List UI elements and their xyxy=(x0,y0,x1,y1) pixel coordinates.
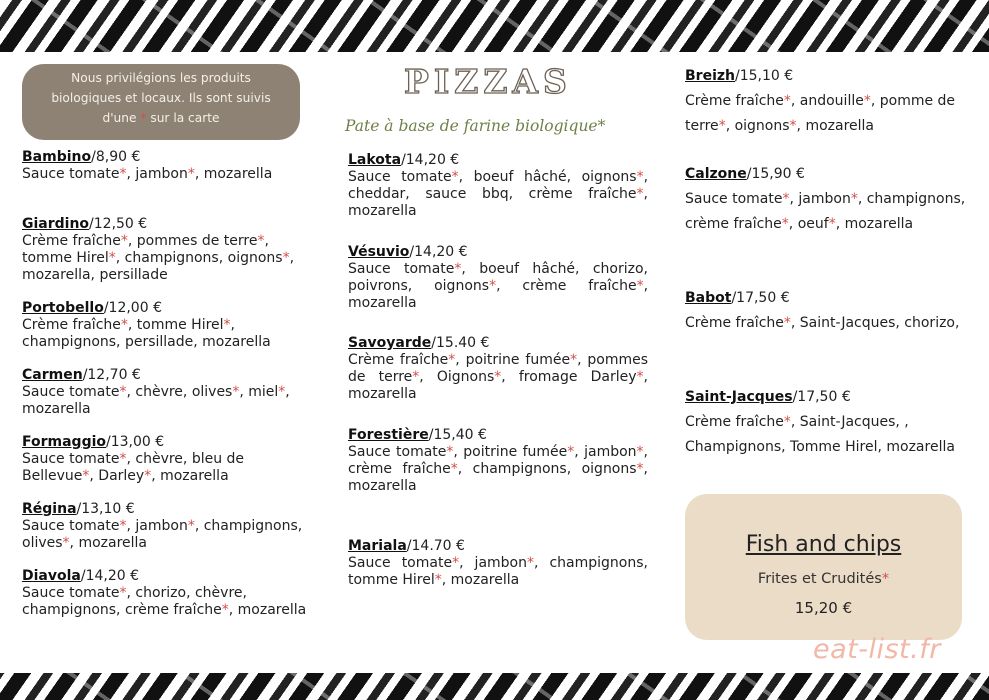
item-name: Mariala xyxy=(348,538,407,554)
menu-item-mariala xyxy=(348,538,648,589)
menu-item-calzone xyxy=(685,162,970,237)
star-marker: * xyxy=(119,585,127,601)
item-description: Sauce tomate*, jambon*, mozarella xyxy=(22,166,273,182)
top-stripe-decoration xyxy=(0,0,989,52)
star-marker: * xyxy=(881,571,890,587)
star-marker: * xyxy=(783,93,791,109)
item-price: /15.40 € xyxy=(431,335,490,351)
item-name: Breizh xyxy=(685,68,735,84)
star-marker: * xyxy=(718,118,726,134)
item-name: Calzone xyxy=(685,166,747,182)
item-description: Sauce tomate*, jambon*, champignons, crème fraîche*, oeuf*, mozarella xyxy=(685,191,966,232)
star-marker: * xyxy=(636,369,644,385)
item-description: Crème fraîche*, andouille*, pomme de terre*, oignons*, mozarella xyxy=(685,93,956,134)
star-marker: * xyxy=(412,369,420,385)
star-marker: * xyxy=(636,461,644,477)
star-marker: * xyxy=(636,186,644,202)
star-marker: * xyxy=(636,444,644,460)
menu-item-portobello xyxy=(22,300,312,351)
item-price: /15,90 € xyxy=(746,166,805,182)
organic-info-box xyxy=(22,64,300,140)
item-description: Crème fraîche*, pommes de terre*, tomme Hirel*, champignons, oignons*, mozarella, persillade xyxy=(22,233,295,283)
menu-item-vesuvio xyxy=(348,244,648,312)
star-marker: * xyxy=(567,444,575,460)
item-name: Carmen xyxy=(22,367,83,383)
bottom-stripe-decoration xyxy=(0,673,989,700)
star-marker: * xyxy=(450,461,458,477)
info-line-1: Nous privilégions les produits xyxy=(71,71,251,85)
item-name: Formaggio xyxy=(22,434,107,450)
star-marker: * xyxy=(526,555,534,571)
star-marker: * xyxy=(120,233,128,249)
item-price: /17,50 € xyxy=(731,290,790,306)
item-name: Giardino xyxy=(22,216,90,232)
info-line-3: d'une * sur la carte xyxy=(102,111,220,125)
item-name: Régina xyxy=(22,501,77,517)
item-price: /14,20 € xyxy=(80,568,140,584)
item-name: Vésuvio xyxy=(348,244,410,260)
star-marker: * xyxy=(452,555,460,571)
star-marker: * xyxy=(257,233,265,249)
item-price: /8,90 € xyxy=(91,149,141,165)
item-description: Sauce tomate*, chorizo, chèvre, champignons, crème fraîche*, mozarella xyxy=(22,585,307,618)
item-price: /15,10 € xyxy=(734,68,794,84)
item-description: Crème fraîche*, poitrine fumée*, pommes de terre*, Oignons*, fromage Darley*, mozarella xyxy=(348,352,648,402)
star-marker: * xyxy=(119,518,127,534)
star-marker: * xyxy=(636,278,644,294)
star-marker: * xyxy=(62,535,70,551)
star-marker: * xyxy=(278,384,286,400)
star-marker: * xyxy=(434,572,442,588)
star-marker: * xyxy=(494,369,502,385)
star-marker: * xyxy=(108,250,116,266)
fish-description: Frites et Crudités* xyxy=(757,571,890,587)
star-marker: * xyxy=(863,93,871,109)
star-marker: * xyxy=(454,261,462,277)
item-description: Sauce tomate*, jambon*, champignons, tomme Hirel*, mozarella xyxy=(348,555,648,588)
item-price: /14.70 € xyxy=(406,538,465,554)
menu-item-breizh xyxy=(685,64,970,139)
star-marker: * xyxy=(140,111,147,125)
menu-title: PIZZAS xyxy=(404,62,572,101)
menu-item-bambino xyxy=(22,149,312,183)
item-price: /14,20 € xyxy=(409,244,468,260)
menu-item-forestiere xyxy=(348,427,648,495)
item-description: Sauce tomate*, chèvre, olives*, miel*, mozarella xyxy=(22,384,290,417)
item-description: Sauce tomate*, jambon*, champignons, olives*, mozarella xyxy=(22,518,303,551)
menu-item-formaggio xyxy=(22,434,312,485)
item-price: /17,50 € xyxy=(792,389,851,405)
star-marker: * xyxy=(781,216,789,232)
menu-item-saint-jacques xyxy=(685,385,970,460)
star-marker: * xyxy=(221,602,229,618)
fish-and-chips-box xyxy=(685,494,962,640)
item-description: Sauce tomate*, poitrine fumée*, jambon*, crème fraîche*, champignons, oignons*, mozarella xyxy=(348,444,648,494)
menu-subtitle: Pate à base de farine biologique* xyxy=(345,117,606,135)
item-name: Portobello xyxy=(22,300,104,316)
star-marker: * xyxy=(232,384,240,400)
menu-item-diavola xyxy=(22,568,312,619)
item-name: Saint-Jacques xyxy=(685,389,793,405)
item-price: /12,70 € xyxy=(82,367,141,383)
star-marker: * xyxy=(82,468,90,484)
item-price: /14,20 € xyxy=(401,152,460,168)
item-description: Sauce tomate*, chèvre, bleu de Bellevue*, Darley*, mozarella xyxy=(22,451,245,484)
star-marker: * xyxy=(828,216,836,232)
star-marker: * xyxy=(446,444,454,460)
star-marker: * xyxy=(223,317,231,333)
item-name: Diavola xyxy=(22,568,81,584)
star-marker: * xyxy=(782,191,790,207)
item-price: /13,00 € xyxy=(106,434,165,450)
menu-item-lakota xyxy=(348,152,648,220)
item-price: /13,10 € xyxy=(76,501,135,517)
star-marker: * xyxy=(850,191,858,207)
star-marker: * xyxy=(187,518,195,534)
fish-title: Fish and chips xyxy=(745,532,902,557)
info-line-2: biologiques et locaux. Ils sont suivis xyxy=(51,91,271,105)
watermark: eat-list.fr xyxy=(813,634,941,665)
star-marker: * xyxy=(120,317,128,333)
star-marker: * xyxy=(448,352,456,368)
star-marker: * xyxy=(119,451,127,467)
item-name: Savoyarde xyxy=(348,335,432,351)
item-description: Crème fraîche*, Saint-Jacques, chorizo, xyxy=(685,315,960,331)
item-name: Babot xyxy=(685,290,732,306)
item-name: Forestière xyxy=(348,427,429,443)
star-marker: * xyxy=(489,278,497,294)
star-marker: * xyxy=(282,250,290,266)
item-price: /15,40 € xyxy=(428,427,487,443)
item-description: Crème fraîche*, Saint-Jacques, , Champignons, Tomme Hirel, mozarella xyxy=(685,414,955,455)
menu-item-regina xyxy=(22,501,312,552)
star-marker: * xyxy=(636,169,644,185)
star-marker: * xyxy=(451,169,459,185)
menu-item-giardino xyxy=(22,216,312,284)
star-marker: * xyxy=(783,315,791,331)
menu-item-carmen xyxy=(22,367,312,418)
item-description: Sauce tomate*, boeuf hâché, oignons*, cheddar, sauce bbq, crème fraîche*, mozarella xyxy=(348,169,649,219)
star-marker: * xyxy=(187,166,195,182)
star-marker: * xyxy=(789,118,797,134)
star-marker: * xyxy=(783,414,791,430)
star-marker: * xyxy=(570,352,578,368)
menu-item-babot xyxy=(685,286,970,336)
item-name: Bambino xyxy=(22,149,92,165)
star-marker: * xyxy=(144,468,152,484)
menu-item-savoyarde xyxy=(348,335,648,403)
item-price: /12,00 € xyxy=(103,300,162,316)
item-name: Lakota xyxy=(348,152,402,168)
fish-price: 15,20 € xyxy=(794,599,853,617)
item-description: Sauce tomate*, boeuf hâché, chorizo, poivrons, oignons*, crème fraîche*, mozarella xyxy=(348,261,649,311)
star-marker: * xyxy=(119,166,127,182)
star-marker: * xyxy=(119,384,127,400)
item-price: /12,50 € xyxy=(89,216,148,232)
item-description: Crème fraîche*, tomme Hirel*, champignons, persillade, mozarella xyxy=(22,317,271,350)
